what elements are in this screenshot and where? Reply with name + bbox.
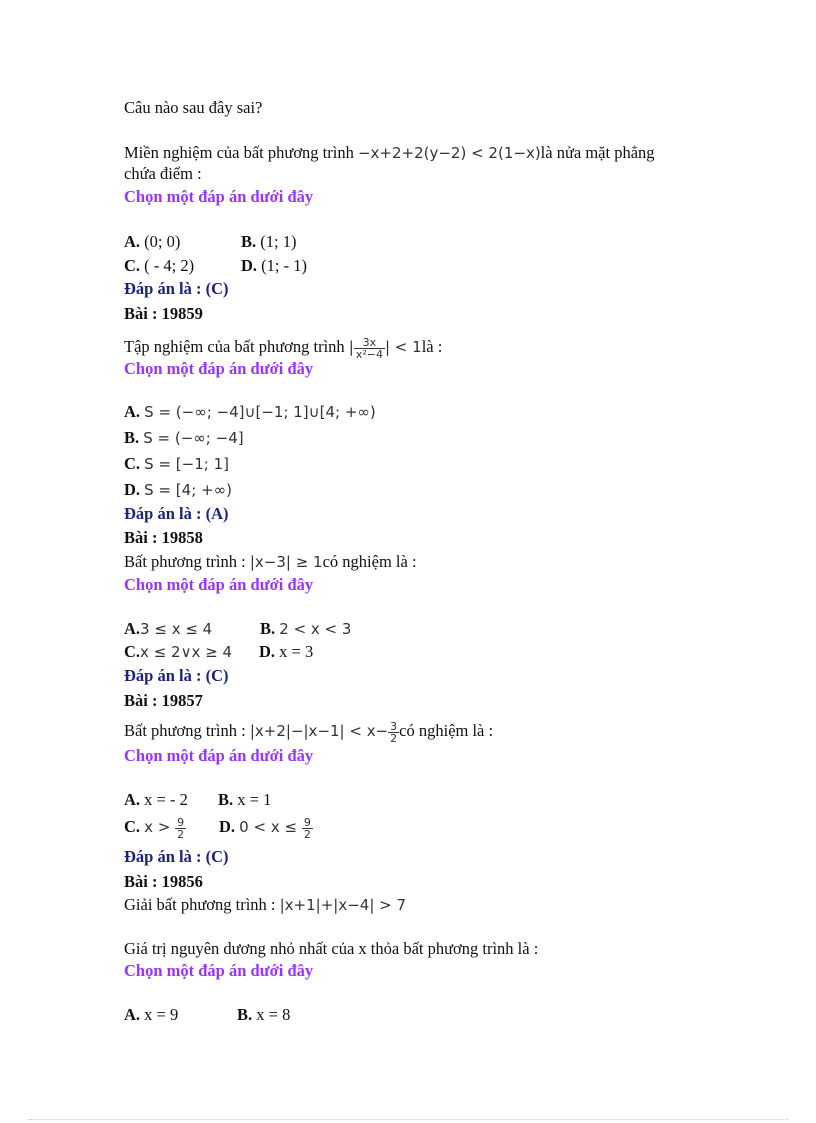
- q1-option-a[interactable]: A. (0; 0): [124, 232, 181, 251]
- q1-stem: [124, 143, 655, 163]
- q1-option-b[interactable]: B. (1; 1): [241, 232, 297, 251]
- q1-prompt: Chọn một đáp án dưới đây: [124, 187, 314, 206]
- q4-fraction: $\frac{3}{2}$: [390, 719, 398, 745]
- q1-math: −x+2+2(y−2) < 2(1−x): [357, 144, 541, 162]
- q4-options-row2: [124, 812, 724, 842]
- q1-answer: Đáp án là : (C): [124, 279, 229, 298]
- q3-bai: Bài : 19858: [124, 528, 203, 547]
- q5-prompt: Chọn một đáp án dưới đây: [124, 961, 314, 980]
- intro-text: Câu nào sau đây sai?: [124, 98, 263, 117]
- q4-bai: Bài : 19857: [124, 691, 203, 710]
- q5-bai: Bài : 19856: [124, 872, 203, 891]
- q5-stem-line2: Giá trị nguyên dương nhỏ nhất của x thỏa bất phương trình là :: [124, 939, 539, 958]
- q1-option-d[interactable]: D. (1; - 1): [241, 256, 307, 275]
- q1-option-c[interactable]: C. ( - 4; 2): [124, 256, 195, 275]
- q5-stem: Giải bất phương trình : |x+1|+|x−4| > 7: [124, 895, 407, 914]
- q2-bai: Bài : 19859: [124, 304, 203, 323]
- q5-option-a[interactable]: A. x = 9: [124, 1005, 179, 1024]
- q3-answer: Đáp án là : (C): [124, 666, 229, 685]
- q2-option-b[interactable]: B. S = (−∞; −4]: [124, 428, 244, 447]
- q5-options-row1: [124, 1005, 724, 1025]
- page-bottom-divider: [28, 1119, 788, 1120]
- q1-options-row2: [124, 256, 724, 276]
- q3-option-c[interactable]: C.x ≤ 2∨x ≥ 4: [124, 642, 233, 661]
- q3-option-d[interactable]: D. x = 3: [259, 642, 314, 661]
- q4-option-a[interactable]: A. x = - 2: [124, 790, 188, 809]
- q3-options-row2: [124, 642, 724, 662]
- q2-prompt: Chọn một đáp án dưới đây: [124, 359, 314, 378]
- q1-after: là nửa mặt phẳng: [540, 143, 655, 162]
- q4-prompt: Chọn một đáp án dưới đây: [124, 746, 314, 765]
- q3-stem: Bất phương trình : |x−3| ≥ 1có nghiệm là :: [124, 552, 417, 571]
- q2-stem: Tập nghiệm của bất phương trình | $\frac{3x}{\text{x²−4}}$ | < 1là :: [124, 335, 443, 361]
- q3-prompt: Chọn một đáp án dưới đây: [124, 575, 314, 594]
- q4-option-d[interactable]: D. 0 < x ≤ $\frac{9}{2}$: [219, 815, 311, 841]
- q4-option-c[interactable]: C. x > $\frac{9}{2}$: [124, 815, 185, 841]
- q2-option-c[interactable]: C. S = [−1; 1]: [124, 454, 229, 473]
- q3-options-row1: [124, 619, 724, 639]
- q2-option-a[interactable]: A. S = (−∞; −4]∪[−1; 1]∪[4; +∞): [124, 402, 376, 421]
- q3-option-a[interactable]: A.3 ≤ x ≤ 4: [124, 619, 213, 638]
- q5-option-b[interactable]: B. x = 8: [237, 1005, 291, 1024]
- q2-option-d[interactable]: D. S = [4; +∞): [124, 480, 232, 499]
- q4-stem: Bất phương trình : |x+2|−|x−1| < x− $\frac{3}{2}$ có nghiệm là :: [124, 719, 494, 745]
- q2-answer: Đáp án là : (A): [124, 504, 229, 523]
- q4-answer: Đáp án là : (C): [124, 847, 229, 866]
- q3-option-b[interactable]: B. 2 < x < 3: [260, 619, 352, 638]
- q1-options-row1: [124, 232, 724, 252]
- q1-before: Miền nghiệm của bất phương trình: [124, 143, 358, 162]
- q4-options-row1: [124, 790, 724, 810]
- q1-stem-line2: chứa điểm :: [124, 164, 202, 183]
- q2-fraction: $\frac{3x}{\text{x²−4}}$: [355, 335, 383, 361]
- q4-option-b[interactable]: B. x = 1: [218, 790, 272, 809]
